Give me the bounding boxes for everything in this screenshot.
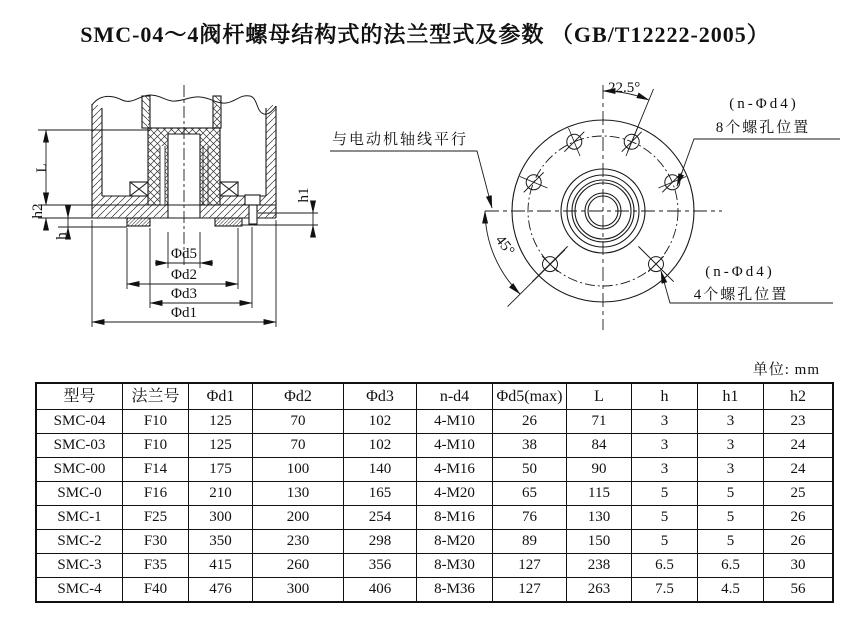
dim-label-h1: h1 (296, 187, 312, 203)
holes4-label-line1: (n-Φd4) (705, 264, 775, 280)
table-header-cell: Φd3 (344, 383, 417, 410)
dim-label-d1: Φd1 (171, 305, 197, 321)
table-cell: 3 (632, 434, 698, 458)
axis-note-leader (330, 151, 492, 208)
table-cell: 165 (344, 482, 417, 506)
table-cell: 150 (567, 530, 632, 554)
table-cell: 26 (764, 506, 834, 530)
table-cell: 65 (493, 482, 567, 506)
table-cell: 4-M20 (417, 482, 493, 506)
table-cell: F25 (123, 506, 189, 530)
table-cell: 3 (698, 458, 764, 482)
table-cell: 70 (253, 410, 344, 434)
table-cell: F16 (123, 482, 189, 506)
table-cell: SMC-4 (36, 578, 123, 603)
table-cell: F35 (123, 554, 189, 578)
holes8-label-line2: 8个螺孔位置 (715, 120, 811, 136)
table-cell: 238 (567, 554, 632, 578)
table-cell: 50 (493, 458, 567, 482)
table-row (36, 554, 833, 578)
table-cell: 23 (764, 410, 834, 434)
table-cell: 5 (698, 506, 764, 530)
table-cell: 70 (253, 434, 344, 458)
dim-label-d3: Φd3 (171, 286, 197, 302)
table-cell: 260 (253, 554, 344, 578)
table-cell: 263 (567, 578, 632, 603)
table-header-cell: Φd5(max) (493, 383, 567, 410)
table-cell: SMC-04 (36, 410, 123, 434)
table-cell: 89 (493, 530, 567, 554)
section-view-drawing (92, 85, 276, 268)
table-cell: 230 (253, 530, 344, 554)
table-header-cell: L (567, 383, 632, 410)
table-head (36, 383, 833, 410)
table-cell: 4-M10 (417, 410, 493, 434)
table-cell: 102 (344, 410, 417, 434)
table-cell: SMC-2 (36, 530, 123, 554)
table-cell: 125 (189, 410, 253, 434)
flange-view-labels (332, 80, 810, 303)
table-cell: 300 (253, 578, 344, 603)
angle-225-label: 22.5° (608, 80, 641, 96)
table-cell: 90 (567, 458, 632, 482)
table-cell: 6.5 (698, 554, 764, 578)
table-cell: 476 (189, 578, 253, 603)
table-cell: 3 (698, 410, 764, 434)
table-cell: 3 (632, 410, 698, 434)
table-header-cell: 法兰号 (123, 383, 189, 410)
table-cell: F30 (123, 530, 189, 554)
table-cell: 6.5 (632, 554, 698, 578)
table-row (36, 434, 833, 458)
table-row (36, 530, 833, 554)
table-cell: F14 (123, 458, 189, 482)
table-cell: 26 (764, 530, 834, 554)
table-header-row (36, 383, 833, 410)
unit-note: 单位: mm (752, 362, 820, 378)
table-cell: 127 (493, 578, 567, 603)
table-cell: 3 (632, 458, 698, 482)
table-cell: SMC-3 (36, 554, 123, 578)
table-cell: 4-M16 (417, 458, 493, 482)
table-cell: 8-M36 (417, 578, 493, 603)
table-cell: 26 (493, 410, 567, 434)
table-cell: 3 (698, 434, 764, 458)
table-cell: 5 (632, 482, 698, 506)
table-header-cell: h (632, 383, 698, 410)
table-cell: SMC-0 (36, 482, 123, 506)
table-cell: 5 (698, 482, 764, 506)
table-cell: 254 (344, 506, 417, 530)
table-cell: 8-M16 (417, 506, 493, 530)
page-title: SMC-04～4阀杆螺母结构式的法兰型式及参数 （GB/T12222-2005） (80, 22, 770, 47)
holes4-label-line2: 4个螺孔位置 (693, 287, 789, 303)
table-header-cell: n-d4 (417, 383, 493, 410)
table-cell: 5 (698, 530, 764, 554)
table-cell: 84 (567, 434, 632, 458)
table-cell: 130 (567, 506, 632, 530)
table-cell: 200 (253, 506, 344, 530)
dim-label-d2: Φd2 (171, 267, 197, 283)
table-cell: 356 (344, 554, 417, 578)
table-header-cell: Φd2 (253, 383, 344, 410)
table-cell: F10 (123, 434, 189, 458)
table-cell: F10 (123, 410, 189, 434)
holes8-leader (677, 139, 840, 186)
table-row (36, 458, 833, 482)
table-header-cell: h1 (698, 383, 764, 410)
table-header-cell: h2 (764, 383, 834, 410)
table-cell: 130 (253, 482, 344, 506)
table-cell: 56 (764, 578, 834, 603)
table-header-cell: 型号 (36, 383, 123, 410)
table-cell: 71 (567, 410, 632, 434)
table-cell: SMC-1 (36, 506, 123, 530)
table-row (36, 506, 833, 530)
table-cell: 4-M10 (417, 434, 493, 458)
table-cell: 300 (189, 506, 253, 530)
table-cell: 4.5 (698, 578, 764, 603)
dim-label-h2: h2 (30, 203, 46, 219)
table-cell: 298 (344, 530, 417, 554)
table-cell: 140 (344, 458, 417, 482)
table-cell: 24 (764, 458, 834, 482)
table-cell: 102 (344, 434, 417, 458)
table-cell: 25 (764, 482, 834, 506)
table-cell: 127 (493, 554, 567, 578)
table-cell: 125 (189, 434, 253, 458)
table-cell: 8-M20 (417, 530, 493, 554)
table-row (36, 482, 833, 506)
table-cell: 210 (189, 482, 253, 506)
axis-note-label: 与电动机轴线平行 (332, 132, 469, 148)
table-cell: F40 (123, 578, 189, 603)
table-cell: 350 (189, 530, 253, 554)
table-cell: SMC-03 (36, 434, 123, 458)
parameter-table (35, 382, 834, 603)
table-body (36, 410, 833, 603)
table-cell: 7.5 (632, 578, 698, 603)
table-cell: 115 (567, 482, 632, 506)
table-row (36, 578, 833, 603)
table-row (36, 410, 833, 434)
table-cell: 415 (189, 554, 253, 578)
angle-45-label: 45° (491, 232, 518, 260)
dim-label-d5: Φd5 (171, 246, 197, 262)
dim-label-h: h (54, 232, 70, 240)
table-cell: 30 (764, 554, 834, 578)
table-cell: 5 (632, 530, 698, 554)
table-cell: 8-M30 (417, 554, 493, 578)
table-cell: 5 (632, 506, 698, 530)
table-cell: 76 (493, 506, 567, 530)
table-cell: 38 (493, 434, 567, 458)
table-cell: 100 (253, 458, 344, 482)
table-header-cell: Φd1 (189, 383, 253, 410)
table-cell: 175 (189, 458, 253, 482)
table-cell: 406 (344, 578, 417, 603)
dim-label-L: L (34, 163, 50, 173)
table-cell: 24 (764, 434, 834, 458)
table-cell: SMC-00 (36, 458, 123, 482)
holes8-label-line1: (n-Φd4) (729, 96, 799, 112)
